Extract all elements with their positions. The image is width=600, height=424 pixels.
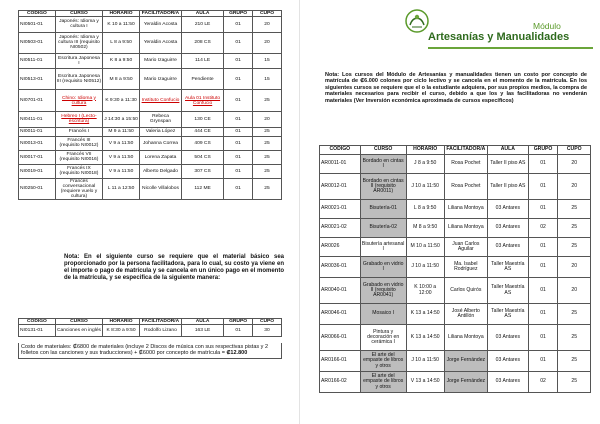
cell-grupo: 01 bbox=[528, 174, 558, 200]
cell-curso: Bordado en cintas II (requisito AR0011) bbox=[360, 174, 406, 200]
cell-grupo: 02 bbox=[528, 219, 558, 238]
cell-curso: Canciones en inglés bbox=[55, 325, 102, 337]
cell-grupo: 01 bbox=[224, 178, 253, 199]
cell-codigo: NI0511-01 bbox=[19, 53, 56, 69]
cell-horario: V 9 a 11:50 bbox=[103, 150, 140, 164]
cell-horario: M 8 a 9:50 bbox=[103, 69, 140, 90]
courses-table-languages bbox=[18, 10, 282, 200]
cell-facilitador: Liliana Montoya bbox=[444, 325, 487, 351]
cell-aula: 130 CE bbox=[182, 112, 224, 128]
cell-facilitador: Rodolfo Lizano bbox=[139, 325, 181, 337]
cell-aula: 03 Antares bbox=[488, 219, 529, 238]
cell-cupo: 25 bbox=[558, 200, 591, 219]
cell-codigo: NI0250-01 bbox=[19, 178, 56, 199]
cell-cupo: 20 bbox=[253, 112, 282, 128]
header-codigo: CÓDIGO bbox=[320, 146, 361, 155]
cell-horario: V 9 a 11:50 bbox=[103, 164, 140, 178]
cell-facilitador: Jorge Fernández bbox=[444, 351, 487, 372]
cell-codigo: NI0411-01 bbox=[19, 112, 56, 128]
cell-horario: K 13 a 14:50 bbox=[406, 304, 444, 325]
left-page bbox=[0, 0, 297, 424]
cell-codigo: AR0021-02 bbox=[320, 219, 361, 238]
cell-aula: 112 ME bbox=[182, 178, 224, 199]
header-aula: AULA bbox=[182, 11, 224, 17]
cell-facilitador: Juan Carlos Aguilar bbox=[444, 238, 487, 257]
cell-facilitador: Rosa Pochet bbox=[444, 155, 487, 174]
header-facilitador: FACILITADOR/A bbox=[139, 319, 181, 325]
cell-codigo: AR0021-01 bbox=[320, 200, 361, 219]
cell-grupo: 01 bbox=[224, 325, 253, 337]
cell-codigo: AR0012-01 bbox=[320, 174, 361, 200]
cell-grupo: 01 bbox=[528, 238, 558, 257]
cell-cupo: 20 bbox=[558, 257, 591, 278]
cell-codigo: AR0046-01 bbox=[320, 304, 361, 325]
cell-curso: Grabado en vidrio II (requisito AR0041) bbox=[360, 278, 406, 304]
cell-aula: 03 Antares bbox=[488, 325, 529, 351]
table-row bbox=[320, 372, 591, 393]
cell-grupo: 01 bbox=[224, 17, 253, 33]
cell-grupo: 01 bbox=[528, 155, 558, 174]
cell-cupo: 20 bbox=[558, 155, 591, 174]
cell-codigo: NI0011-01 bbox=[19, 127, 56, 136]
cell-codigo: NI0503-01 bbox=[19, 32, 56, 53]
materials-cost-total: ₡12.800 bbox=[226, 350, 248, 357]
module-title: Artesanías y Manualidades bbox=[428, 31, 570, 43]
cell-facilitador: Liliana Montoya bbox=[444, 200, 487, 219]
table-row bbox=[19, 325, 282, 337]
table-row bbox=[19, 53, 282, 69]
cell-horario: J 10 a 11:50 bbox=[406, 257, 444, 278]
cell-horario: J 8 a 9:50 bbox=[406, 155, 444, 174]
cell-aula: Aula 01 Instituto Confucio bbox=[182, 90, 224, 112]
cell-codigo: AR0011-01 bbox=[320, 155, 361, 174]
cell-grupo: 01 bbox=[528, 325, 558, 351]
cell-curso: Francés VII (requisito NI0016) bbox=[55, 150, 102, 164]
header-facilitador: FACILITADOR/A bbox=[444, 146, 487, 155]
table-row bbox=[320, 278, 591, 304]
table-header-row bbox=[320, 146, 591, 155]
cell-aula: 114 LE bbox=[182, 53, 224, 69]
cell-cupo: 15 bbox=[253, 69, 282, 90]
title-underline bbox=[428, 47, 593, 49]
cell-horario: J 14:30 a 15:50 bbox=[103, 112, 140, 128]
header-horario: HORARIO bbox=[103, 11, 140, 17]
table-row bbox=[320, 200, 591, 219]
table-row bbox=[19, 150, 282, 164]
cell-horario: V 13 a 14:50 bbox=[406, 372, 444, 393]
cell-horario: J 10 a 11:50 bbox=[406, 351, 444, 372]
cell-grupo: 01 bbox=[224, 112, 253, 128]
table-row bbox=[19, 32, 282, 53]
courses-table-materials bbox=[18, 318, 282, 337]
cell-grupo: 01 bbox=[224, 127, 253, 136]
cell-aula: 03 Antares bbox=[488, 238, 529, 257]
cell-aula: Taller II piso AS bbox=[488, 155, 529, 174]
cell-aula: 210 LE bbox=[182, 17, 224, 33]
cell-aula: Taller II piso AS bbox=[488, 174, 529, 200]
header-cupo: CUPO bbox=[253, 11, 282, 17]
cell-horario: M 10 a 11:50 bbox=[406, 238, 444, 257]
table-row bbox=[19, 178, 282, 199]
crafts-logo-icon bbox=[403, 8, 431, 34]
cell-curso: Bisutería artesanal I bbox=[360, 238, 406, 257]
cell-facilitador: Liliana Montoya bbox=[444, 219, 487, 238]
cell-curso: Francés IX (requisito NI0018) bbox=[55, 164, 102, 178]
cell-horario: L 8 a 9:50 bbox=[406, 200, 444, 219]
cell-curso: Japonés: Idioma y cultura III (requisito NI0502) bbox=[55, 32, 102, 53]
table-row bbox=[19, 136, 282, 150]
table-row bbox=[19, 17, 282, 33]
cell-codigo: AR0036-01 bbox=[320, 257, 361, 278]
cell-grupo: 02 bbox=[528, 372, 558, 393]
cell-curso: Mosaico I bbox=[360, 304, 406, 325]
header-horario: HORARIO bbox=[103, 319, 140, 325]
cell-horario: L 11 a 12:50 bbox=[103, 178, 140, 199]
cell-curso: Francés conversacional (requiere vuelo y cultura) bbox=[55, 178, 102, 199]
cell-codigo: AR0166-02 bbox=[320, 372, 361, 393]
table-row bbox=[320, 351, 591, 372]
table-row bbox=[320, 219, 591, 238]
cell-grupo: 01 bbox=[528, 200, 558, 219]
cell-aula: Taller Maestría AS bbox=[488, 304, 529, 325]
header-codigo: CÓDIGO bbox=[19, 11, 56, 17]
cell-codigo: NI0131-01 bbox=[19, 325, 56, 337]
cell-curso: Escritura Japonesa III (requisito NI0512) bbox=[55, 69, 102, 90]
cell-facilitador: Nicolle Villalobos bbox=[139, 178, 181, 199]
cell-curso: Bordado en cintas I bbox=[360, 155, 406, 174]
cell-facilitador: José Alberto Antillón bbox=[444, 304, 487, 325]
cell-aula: 504 CS bbox=[182, 150, 224, 164]
right-page bbox=[303, 0, 600, 424]
cell-cupo: 25 bbox=[558, 304, 591, 325]
cell-cupo: 25 bbox=[253, 136, 282, 150]
table-row bbox=[19, 69, 282, 90]
cell-cupo: 20 bbox=[558, 278, 591, 304]
cell-facilitador: Ma. Isabel Rodríguez bbox=[444, 257, 487, 278]
cell-aula: 03 Antares bbox=[488, 351, 529, 372]
cell-codigo: NI0017-01 bbox=[19, 150, 56, 164]
cell-horario: K 8 a 9:50 bbox=[103, 53, 140, 69]
cell-aula: Pendiente bbox=[182, 69, 224, 90]
cell-horario: K 10:00 a 12:00 bbox=[406, 278, 444, 304]
module-header bbox=[303, 0, 600, 60]
cell-aula: 444 CE bbox=[182, 127, 224, 136]
cell-aula: Taller Maestría AS bbox=[488, 257, 529, 278]
courses-table-crafts bbox=[319, 145, 591, 393]
cell-cupo: 20 bbox=[558, 174, 591, 200]
cell-curso: El arte del empaste de libros y otros bbox=[360, 372, 406, 393]
cell-grupo: 01 bbox=[224, 150, 253, 164]
cell-codigo: NI0019-01 bbox=[19, 164, 56, 178]
table-row bbox=[19, 112, 282, 128]
cell-facilitador: Jorge Fernández bbox=[444, 372, 487, 393]
cell-cupo: 25 bbox=[253, 178, 282, 199]
cell-horario: K 10 a 11:50 bbox=[103, 17, 140, 33]
cell-curso: Francés I bbox=[55, 127, 102, 136]
cell-facilitador: Yeraldin Acosta bbox=[139, 17, 181, 33]
table-row bbox=[320, 304, 591, 325]
cell-codigo: AR0040-01 bbox=[320, 278, 361, 304]
cell-curso: El arte del empaste de libros y otros bbox=[360, 351, 406, 372]
cell-horario: M 8 a 9:50 bbox=[406, 219, 444, 238]
cell-grupo: 01 bbox=[224, 53, 253, 69]
header-facilitador: FACILITADOR/A bbox=[139, 11, 181, 17]
cell-facilitador: Alberto Delgado bbox=[139, 164, 181, 178]
cell-horario: M 9 a 11:50 bbox=[103, 127, 140, 136]
cell-horario: J 10 a 11:50 bbox=[406, 174, 444, 200]
table-row bbox=[320, 238, 591, 257]
header-curso: CURSO bbox=[360, 146, 406, 155]
cell-facilitador: Instituto Confucio bbox=[139, 90, 181, 112]
cell-grupo: 01 bbox=[528, 304, 558, 325]
cell-aula: 307 CS bbox=[182, 164, 224, 178]
table-row bbox=[320, 257, 591, 278]
header-codigo: CÓDIGO bbox=[19, 319, 56, 325]
cell-cupo: 25 bbox=[558, 351, 591, 372]
header-aula: AULA bbox=[182, 319, 224, 325]
header-grupo: GRUPO bbox=[528, 146, 558, 155]
cell-aula: 03 Antares bbox=[488, 200, 529, 219]
header-curso: CURSO bbox=[55, 11, 102, 17]
cell-facilitador: Mario Izaguirre bbox=[139, 69, 181, 90]
page-fold bbox=[299, 0, 300, 424]
cell-curso: Francés III (requisito NI0012) bbox=[55, 136, 102, 150]
cell-aula: 208 CS bbox=[182, 32, 224, 53]
cell-aula: 163 LE bbox=[182, 325, 224, 337]
cell-facilitador: Rosa Pochet bbox=[444, 174, 487, 200]
cell-horario: K 9:30 a 11:30 bbox=[103, 90, 140, 112]
header-cupo: CUPO bbox=[253, 319, 282, 325]
header-aula: AULA bbox=[488, 146, 529, 155]
table-row bbox=[19, 164, 282, 178]
cell-codigo: NI0701-01 bbox=[19, 90, 56, 112]
cell-codigo: NI0013-01 bbox=[19, 136, 56, 150]
cell-grupo: 01 bbox=[528, 351, 558, 372]
cell-aula: 409 CS bbox=[182, 136, 224, 150]
cell-facilitador: Mario Izaguirre bbox=[139, 53, 181, 69]
cell-aula: 03 Antares bbox=[488, 372, 529, 393]
cell-horario: V 9 a 11:50 bbox=[103, 136, 140, 150]
header-grupo: GRUPO bbox=[224, 11, 253, 17]
table-row bbox=[320, 325, 591, 351]
module-label: Módulo bbox=[533, 21, 561, 31]
cell-curso: Hebreo I (Lecto-escritura) bbox=[55, 112, 102, 128]
table-row bbox=[19, 127, 282, 136]
table-row bbox=[320, 174, 591, 200]
cell-cupo: 25 bbox=[253, 90, 282, 112]
cell-grupo: 01 bbox=[224, 136, 253, 150]
header-curso: CURSO bbox=[55, 319, 102, 325]
cell-horario: K 8:30 a 9:50 bbox=[103, 325, 140, 337]
cell-cupo: 20 bbox=[253, 17, 282, 33]
cell-horario: L 8 a 9:50 bbox=[103, 32, 140, 53]
cell-codigo: NI0513-01 bbox=[19, 69, 56, 90]
cell-grupo: 01 bbox=[224, 164, 253, 178]
cell-facilitador: Lorena Zapata bbox=[139, 150, 181, 164]
cell-cupo: 25 bbox=[558, 238, 591, 257]
header-horario: HORARIO bbox=[406, 146, 444, 155]
header-cupo: CUPO bbox=[558, 146, 591, 155]
cell-grupo: 01 bbox=[224, 32, 253, 53]
cell-cupo: 20 bbox=[253, 32, 282, 53]
cell-grupo: 01 bbox=[224, 69, 253, 90]
table-row bbox=[320, 155, 591, 174]
cell-curso: Grabado en vidrio I bbox=[360, 257, 406, 278]
cell-curso: Japonés: Idioma y cultura I bbox=[55, 17, 102, 33]
materials-cost-note bbox=[18, 343, 282, 359]
cell-grupo: 01 bbox=[528, 257, 558, 278]
materials-cost-text: Costo de materiales: ₡6800 de materiales (incluye 2 Discos de música con sus respectivas pistas y 2 folletos con las canciones y sus traducciones) + ₡6000 por concepto de matrícula = bbox=[21, 344, 269, 357]
cell-curso: Chino: Idioma y cultura bbox=[55, 90, 102, 112]
cell-curso: Pintura y decoración en cerámica I bbox=[360, 325, 406, 351]
cell-horario: K 13 a 14:50 bbox=[406, 325, 444, 351]
materials-note: Nota: En el siguiente curso se requiere que el material básico sea proporcionado por la persona facilitadora, para lo cual, su costo ya viene en el importe o pago de matrícula y se cancela en un único pago en el momento de la matrícula, y se especifica de la siguiente manera: bbox=[64, 254, 284, 282]
header-grupo: GRUPO bbox=[224, 319, 253, 325]
module-note: Nota: Los cursos del Módulo de Artesanías y manualidades tienen un costo por concepto de matrícula de ₡6.000 colones por ciclo lectivo y se cancela en el momento de la matrícula. En los siguientes cursos se requiere que el o la estudiante adquiera, por sus propios medios, la compra de materiales necesarios para recibir el curso, debido a que los y las facilitadoras no venderán materiales (Ver Inversión económica aproximada de cursos específicos) bbox=[325, 71, 587, 104]
cell-curso: Escritura Japonesa I bbox=[55, 53, 102, 69]
cell-cupo: 25 bbox=[253, 150, 282, 164]
cell-cupo: 25 bbox=[253, 127, 282, 136]
cell-codigo: AR0026 bbox=[320, 238, 361, 257]
cell-codigo: AR0166-01 bbox=[320, 351, 361, 372]
cell-grupo: 01 bbox=[224, 90, 253, 112]
cell-facilitador: Valeria López bbox=[139, 127, 181, 136]
table-row bbox=[19, 90, 282, 112]
cell-codigo: AR0066-01 bbox=[320, 325, 361, 351]
cell-facilitador: Johanna Correa bbox=[139, 136, 181, 150]
cell-cupo: 15 bbox=[253, 53, 282, 69]
cell-grupo: 01 bbox=[528, 278, 558, 304]
cell-cupo: 25 bbox=[558, 219, 591, 238]
cell-curso: Bisutería-02 bbox=[360, 219, 406, 238]
cell-facilitador: Rebeca Grynspan bbox=[139, 112, 181, 128]
cell-curso: Bisutería-01 bbox=[360, 200, 406, 219]
cell-facilitador: Carlos Quirós bbox=[444, 278, 487, 304]
cell-cupo: 30 bbox=[253, 325, 282, 337]
cell-facilitador: Yeraldin Acosta bbox=[139, 32, 181, 53]
cell-aula: Taller Maestría AS bbox=[488, 278, 529, 304]
cell-cupo: 25 bbox=[558, 325, 591, 351]
cell-cupo: 25 bbox=[253, 164, 282, 178]
cell-cupo: 25 bbox=[558, 372, 591, 393]
cell-codigo: NI0501-01 bbox=[19, 17, 56, 33]
